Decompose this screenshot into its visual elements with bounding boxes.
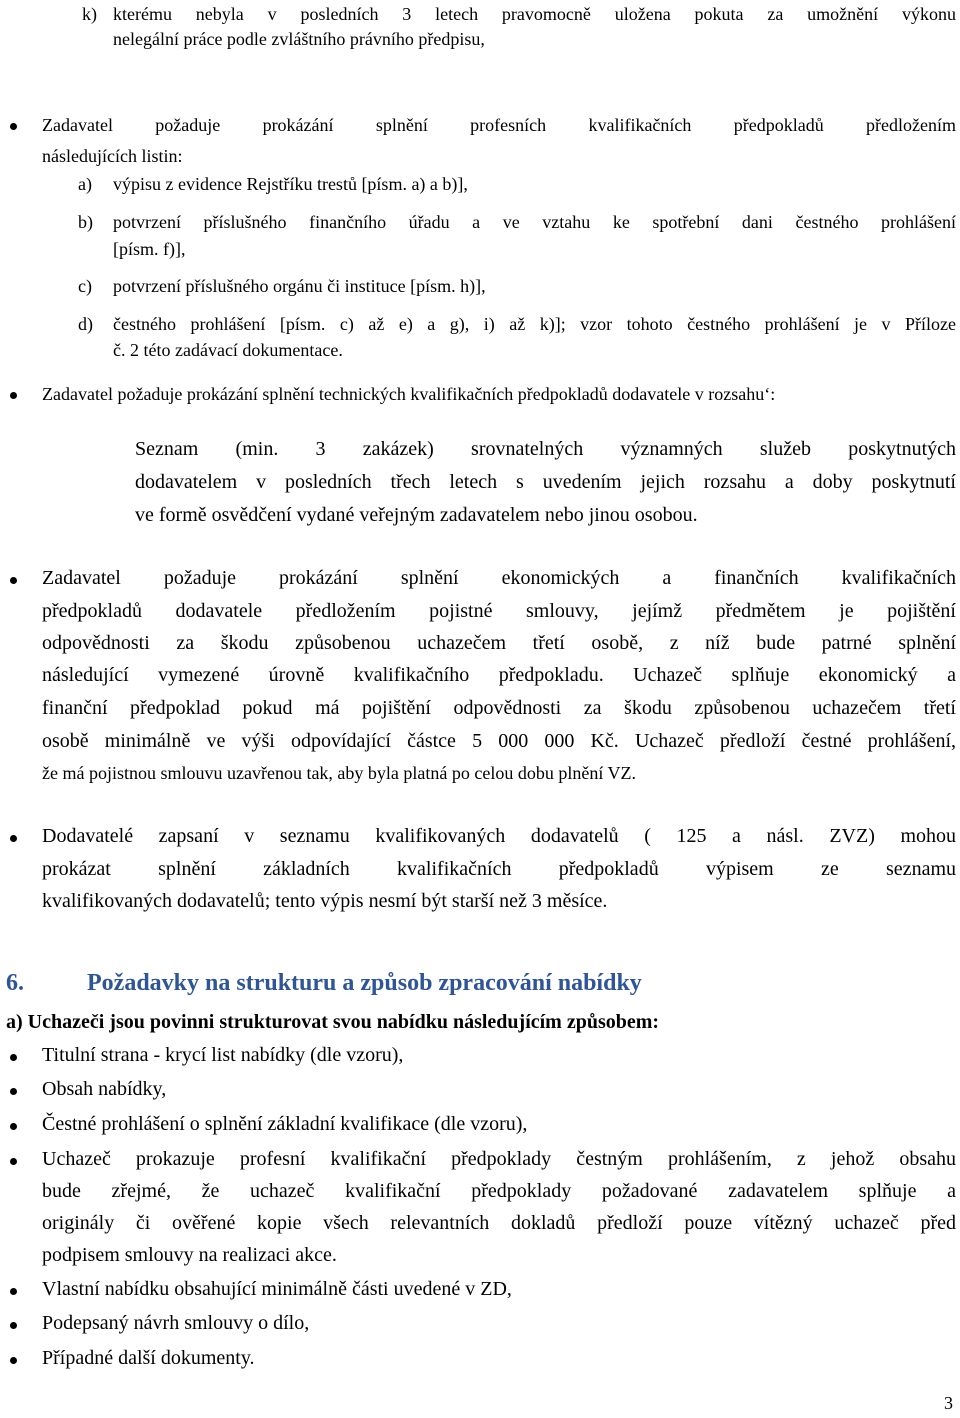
section-subheading: a) Uchazeči jsou povinni strukturovat svou nabídku následujícím způsobem: <box>6 1011 660 1033</box>
text-line: Zadavatel požaduje prokázání splnění technických kvalifikačních předpokladů dodavatele v rozsahu‘: <box>42 384 776 404</box>
bullet-icon <box>10 835 17 842</box>
text-line: kterému nebyla v posledních 3 letech pravomocně uložena pokuta za umožnění výkonu <box>113 4 956 24</box>
text-line: potvrzení příslušného orgánu či instituce [písm. h)], <box>113 276 486 296</box>
text-line: že má pojistnou smlouvu uzavřenou tak, aby byla platná po celou dobu plnění VZ. <box>42 763 637 783</box>
text-line: prokázat splnění základních kvalifikačních předpokladů výpisem ze seznamu <box>42 858 956 880</box>
page-number: 3 <box>944 1393 953 1413</box>
text-line: předpokladů dodavatele předložením pojistné smlouvy, jejímž předmětem je pojištění <box>42 600 956 622</box>
bullet-icon <box>10 1054 17 1061</box>
text-line: následujících listin: <box>42 146 183 166</box>
text-line: Zadavatel požaduje prokázání splnění ekonomických a finančních kvalifikačních <box>42 567 956 589</box>
text-line: finanční předpoklad pokud má pojištění odpovědnosti za škodu způsobenou uchazečem třetí <box>42 697 956 719</box>
item-marker: c) <box>78 276 92 296</box>
section-title: Požadavky na strukturu a způsob zpracování nabídky <box>87 970 642 996</box>
section-number: 6. <box>6 970 24 996</box>
bullet-icon <box>10 1288 17 1295</box>
bullet-icon <box>10 1088 17 1095</box>
item-marker: d) <box>78 314 93 334</box>
bullet-icon <box>10 123 17 130</box>
item-marker: a) <box>78 174 92 194</box>
text-line: kvalifikovaných dodavatelů; tento výpis nesmí být starší než 3 měsíce. <box>42 890 608 912</box>
text-line: osobě minimálně ve výši odpovídající částce 5 000 000 Kč. Uchazeč předloží čestné prohlášení, <box>42 730 956 752</box>
text-line: [písm. f)], <box>113 239 186 259</box>
bullet-icon <box>10 1123 17 1130</box>
list-item: bude zřejmé, že uchazeč kvalifikační předpoklady požadované zadavatelem splňuje a <box>42 1180 956 1202</box>
item-marker: k) <box>82 4 97 24</box>
text-line: Dodavatelé zapsaní v seznamu kvalifikovaných dodavatelů ( 125 a násl. ZVZ) mohou <box>42 825 956 847</box>
text-line: výpisu z evidence Rejstříku trestů [písm. a) a b)], <box>113 174 468 194</box>
list-item: originály či ověřené kopie všech relevantních dokladů předloží pouze vítězný uchazeč před <box>42 1212 956 1234</box>
list-item: Uchazeč prokazuje profesní kvalifikační předpoklady čestným prohlášením, z jehož obsahu <box>42 1148 956 1170</box>
text-line: následující vymezené úrovně kvalifikačního předpokladu. Uchazeč splňuje ekonomický a <box>42 664 956 686</box>
item-marker: b) <box>78 212 93 232</box>
list-item: Titulní strana - krycí list nabídky (dle vzoru), <box>42 1044 404 1066</box>
bullet-icon <box>10 392 17 399</box>
list-item: Obsah nabídky, <box>42 1078 167 1100</box>
list-item: Podepsaný návrh smlouvy o dílo, <box>42 1312 310 1334</box>
text-line: odpovědnosti za škodu způsobenou uchazečem třetí osobě, z níž bude patrné splnění <box>42 632 956 654</box>
text-line: potvrzení příslušného finančního úřadu a ve vztahu ke spotřební dani čestného prohlášení <box>113 212 956 232</box>
text-line: dodavatelem v posledních třech letech s uvedením jejich rozsahu a doby poskytnutí <box>135 471 956 493</box>
list-item: podpisem smlouvy na realizaci akce. <box>42 1244 337 1266</box>
bullet-icon <box>10 1322 17 1329</box>
text-line: nelegální práce podle zvláštního právního předpisu, <box>113 29 485 49</box>
text-line: č. 2 této zadávací dokumentace. <box>113 340 343 360</box>
text-line: čestného prohlášení [písm. c) až e) a g), i) až k)]; vzor tohoto čestného prohlášení je v Příloze <box>113 314 956 334</box>
list-item: Čestné prohlášení o splnění základní kvalifikace (dle vzoru), <box>42 1113 528 1135</box>
bullet-icon <box>10 1357 17 1364</box>
list-item: Případné další dokumenty. <box>42 1347 255 1369</box>
text-line: Seznam (min. 3 zakázek) srovnatelných významných služeb poskytnutých <box>135 438 956 460</box>
list-item: Vlastní nabídku obsahující minimálně části uvedené v ZD, <box>42 1278 512 1300</box>
bullet-icon <box>10 577 17 584</box>
bullet-icon <box>10 1158 17 1165</box>
text-line: ve formě osvědčení vydané veřejným zadavatelem nebo jinou osobou. <box>135 504 698 526</box>
text-line: Zadavatel požaduje prokázání splnění profesních kvalifikačních předpokladů předložením <box>42 115 956 135</box>
